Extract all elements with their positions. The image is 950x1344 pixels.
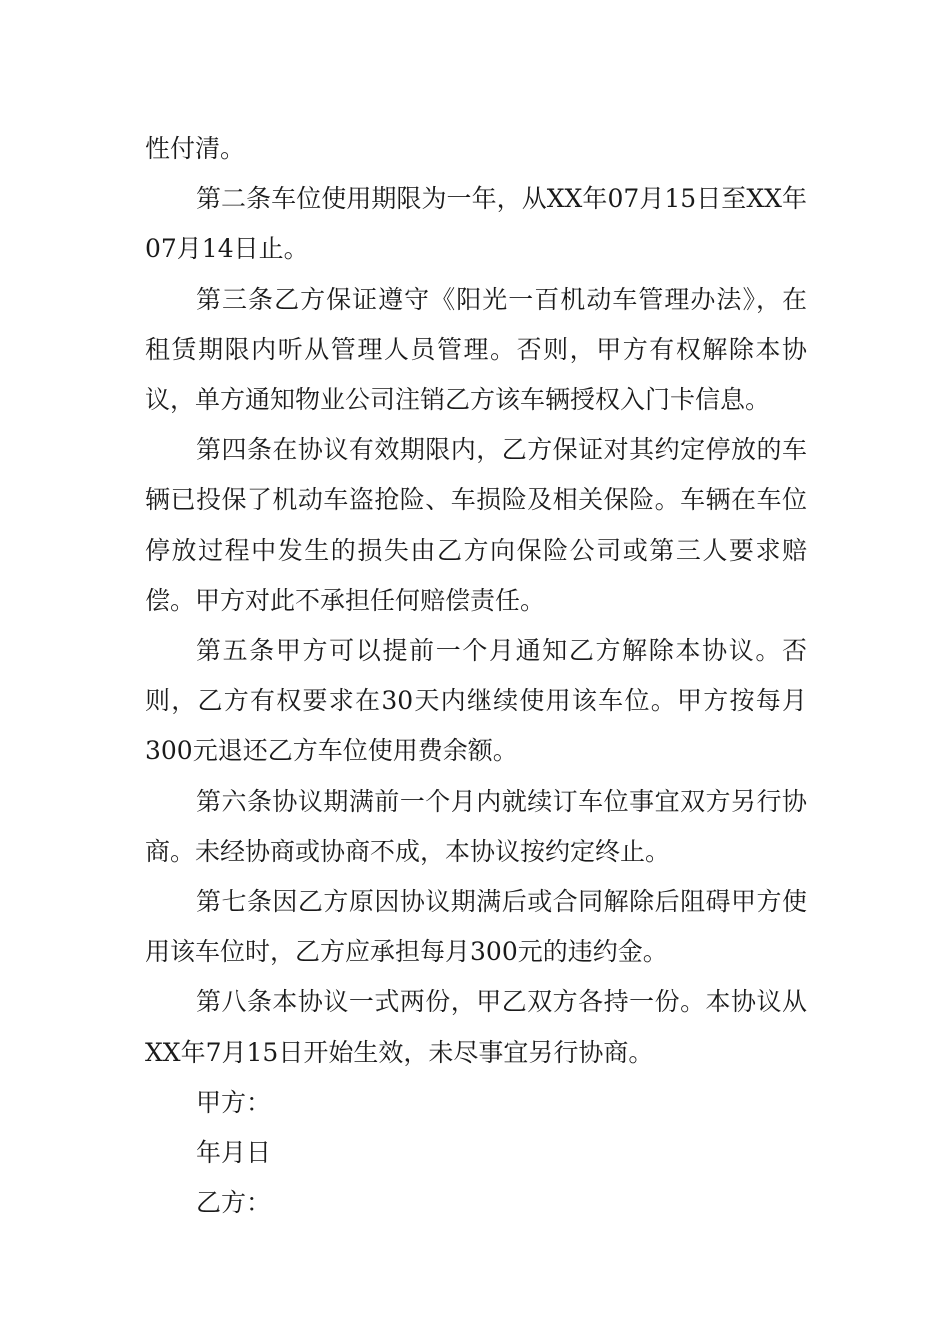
paragraph-continuation: 性付清。 [145, 134, 246, 163]
clause-4: 第四条在协议有效期限内，乙方保证对其约定停放的车辆已投保了机动车盗抢险、车损险及相关保险。车辆在车位停放过程中发生的损失由乙方向保险公司或第三人要求赔偿。甲方对此不承担任何赔偿责任。 [145, 435, 807, 615]
clause-6: 第六条协议期满前一个月内就续订车位事宜双方另行协商。未经协商或协商不成，本协议按约定终止。 [145, 786, 807, 866]
clause-7: 第七条因乙方原因协议期满后或合同解除后阻碍甲方使用该车位时，乙方应承担每月300元的违约金。 [145, 887, 807, 967]
party-a-signature-label: 甲方： [196, 1087, 272, 1117]
clause-2: 第二条车位使用期限为一年，从XX年07月15日至XX年07月14日止。 [145, 184, 807, 264]
document-page [145, 124, 807, 1228]
date-label: 年月日 [196, 1138, 272, 1168]
party-b-signature-label: 乙方： [196, 1188, 272, 1218]
clause-5: 第五条甲方可以提前一个月通知乙方解除本协议。否则，乙方有权要求在30天内继续使用该车位。甲方按每月300元退还乙方车位使用费余额。 [145, 636, 807, 766]
clause-3: 第三条乙方保证遵守《阳光一百机动车管理办法》，在租赁期限内听从管理人员管理。否则，甲方有权解除本协议，单方通知物业公司注销乙方该车辆授权入门卡信息。 [145, 284, 807, 415]
clause-8: 第八条本协议一式两份，甲乙双方各持一份。本协议从XX年7月15日开始生效，未尽事宜另行协商。 [145, 987, 807, 1067]
